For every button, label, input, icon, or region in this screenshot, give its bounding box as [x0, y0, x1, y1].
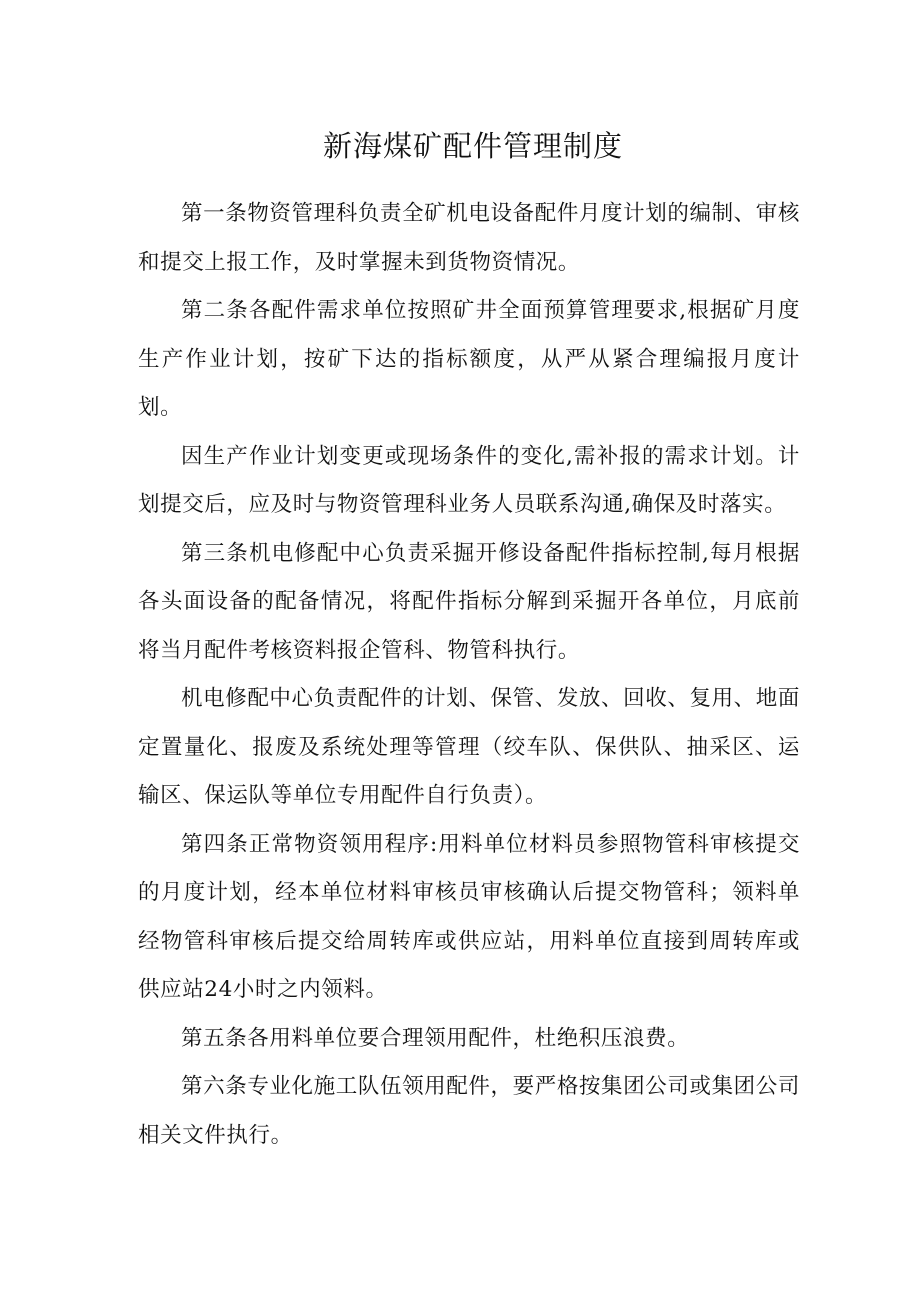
document-title: 新海煤矿配件管理制度: [322, 129, 623, 163]
paragraph-article-6: 第六条专业化施工队伍领用配件，要严格按集团公司或集团公司相关文件执行。: [138, 1074, 800, 1148]
paragraph-article-4: 第四条正常物资领用程序:用料单位材料员参照物管科审核提交的月度计划，经本单位材料审核员审核确认后提交物管科；领料单经物管科审核后提交给周转库或供应站，用料单位直接到周转库或供应站24小时之内领料。: [138, 831, 800, 1002]
paragraph-plan-change: 因生产作业计划变更或现场条件的变化,需补报的需求计划。计划提交后，应及时与物资管理科业务人员联系沟通,确保及时落实。: [138, 443, 800, 517]
paragraph-article-3: 第三条机电修配中心负责采掘开修设备配件指标控制,每月根据各头面设备的配备情况，将配件指标分解到采掘开各单位，月底前将当月配件考核资料报企管科、物管科执行。: [138, 540, 800, 663]
paragraph-article-1: 第一条物资管理科负责全矿机电设备配件月度计划的编制、审核和提交上报工作，及时掌握未到货物资情况。: [138, 201, 800, 275]
paragraph-article-5: 第五条各用料单位要合理领用配件，杜绝积压浪费。: [181, 1025, 690, 1051]
paragraph-repair-center: 机电修配中心负责配件的计划、保管、发放、回收、复用、地面定置量化、报废及系统处理等管理（绞车队、保供队、抽采区、运输区、保运队等单位专用配件自行负责）。: [138, 686, 800, 808]
paragraph-article-2: 第二条各配件需求单位按照矿井全面预算管理要求,根据矿月度生产作业计划，按矿下达的指标额度，从严从紧合理编报月度计划。: [138, 298, 800, 420]
